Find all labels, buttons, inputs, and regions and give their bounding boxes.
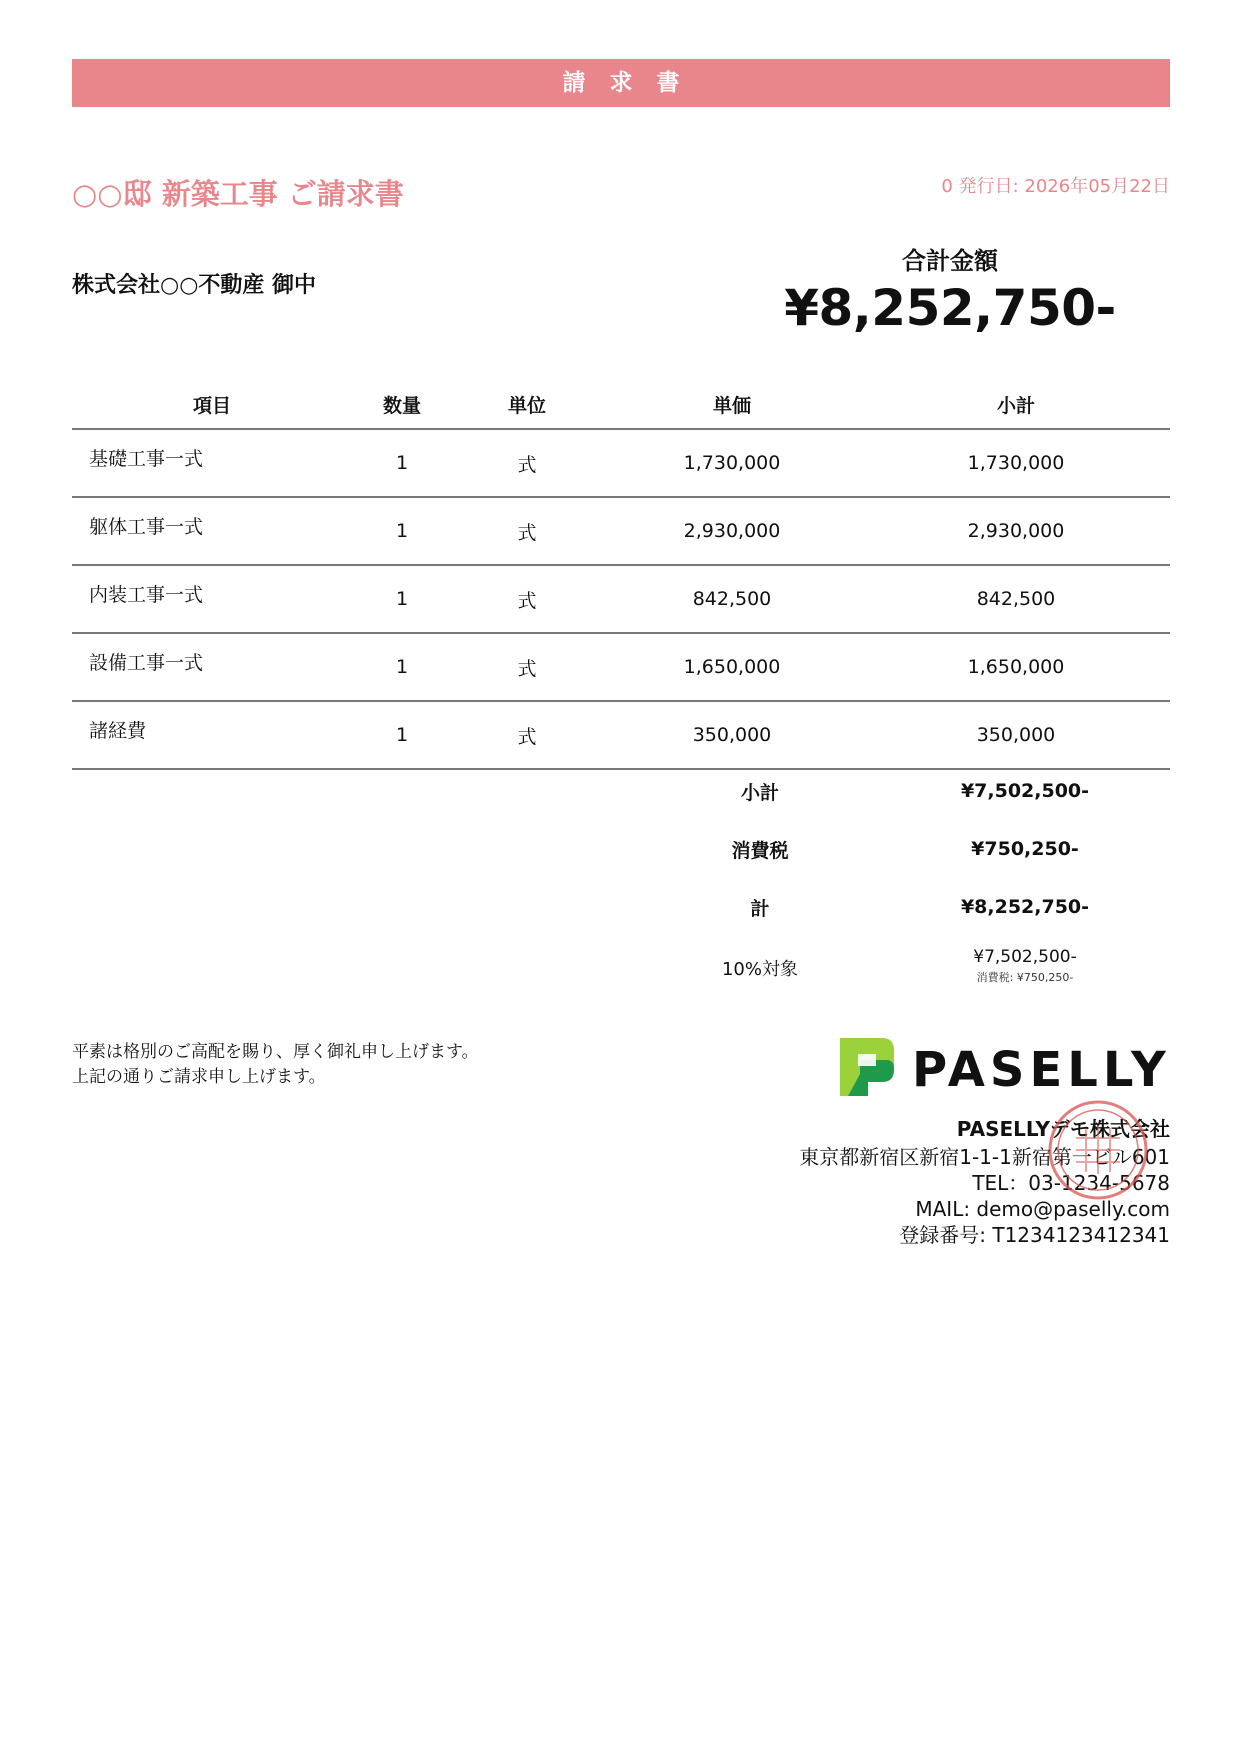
closing-note-line: 平素は格別のご高配を賜り、厚く御礼申し上げます。 [72,1042,479,1062]
item-unit: 式 [452,701,602,769]
document-type-label: 請求書 [562,70,704,96]
paselly-logo-icon [836,1034,1172,1100]
item-unit: 式 [452,633,602,701]
column-header-subtotal: 小計 [862,380,1170,429]
table-row [72,497,1170,565]
item-subtotal: 1,730,000 [862,429,1170,497]
tax-breakdown [880,945,1170,987]
item-subtotal: 842,500 [862,565,1170,633]
closing-note [72,1040,479,1090]
seal-strokes [1076,1126,1120,1174]
total-amount-label: 合計金額 [902,247,998,275]
taxable-amount: ¥7,502,500- [973,947,1077,967]
tax-rate-label: 10%対象 [721,959,798,980]
issuer-registration: 登録番号: T1234123412341 [899,1223,1170,1247]
table-header-row [72,380,1170,429]
item-unit: 式 [452,497,602,565]
item-unit: 式 [452,565,602,633]
item-unit-price: 1,650,000 [602,633,862,701]
issuer-address: 東京都新宿区新宿1-1-1新宿第一ビル601 [799,1145,1170,1169]
item-subtotal: 2,930,000 [862,497,1170,565]
column-header-quantity: 数量 [352,380,452,429]
logo-wordmark: PASELLY [912,1042,1171,1098]
summary-subtotal-value: ¥7,502,500- [960,780,1090,802]
line-items-table [72,380,1170,770]
issuer-tel: TEL：03-1234-5678 [972,1171,1170,1195]
summary-subtotal-row [640,762,1170,820]
table-row [72,633,1170,701]
document-type-banner [72,59,1170,107]
item-unit-price: 350,000 [602,701,862,769]
summary-tax-row [640,820,1170,878]
item-quantity: 1 [352,565,452,633]
table-row [72,429,1170,497]
item-quantity: 1 [352,701,452,769]
item-subtotal: 350,000 [862,701,1170,769]
item-unit-price: 1,730,000 [602,429,862,497]
column-header-unit-price: 単価 [602,380,862,429]
summary-total-label: 計 [750,897,770,920]
item-quantity: 1 [352,497,452,565]
client-name: 株式会社○○不動産 御中 [72,273,317,298]
item-quantity: 1 [352,429,452,497]
item-name: 基礎工事一式 [72,429,352,497]
item-quantity: 1 [352,633,452,701]
summary-tax-label: 消費税 [731,839,789,862]
closing-note-line: 上記の通りご請求申し上げます。 [72,1067,326,1087]
item-name: 設備工事一式 [72,633,352,701]
invoice-title: ○○邸 新築工事 ご請求書 [72,177,404,211]
totals-summary [640,762,1170,936]
company-seal-stamp [1046,1098,1150,1202]
item-name: 躯体工事一式 [72,497,352,565]
table-row [72,565,1170,633]
total-amount-box [750,244,1150,338]
summary-subtotal-label: 小計 [740,781,779,804]
item-name: 諸経費 [72,701,352,769]
logo-mark-cutout [858,1054,876,1066]
item-unit-price: 2,930,000 [602,497,862,565]
taxable-tax-amount: 消費税: ¥750,250- [976,971,1074,984]
item-subtotal: 1,650,000 [862,633,1170,701]
issue-date: 0 発行日: 2026年05月22日 [941,176,1170,197]
column-header-item: 項目 [72,380,352,429]
issuer-name: PASELLYデモ株式会社 [956,1117,1170,1141]
summary-total-value: ¥8,252,750- [960,896,1090,918]
summary-tax-value: ¥750,250- [971,838,1079,860]
issuer-mail: MAIL: demo@paselly.com [915,1197,1170,1221]
total-amount-value: ¥8,252,750- [784,279,1116,337]
item-unit: 式 [452,429,602,497]
column-header-unit: 単位 [452,380,602,429]
summary-total-row [640,878,1170,936]
table-row [72,701,1170,769]
item-unit-price: 842,500 [602,565,862,633]
item-name: 内装工事一式 [72,565,352,633]
